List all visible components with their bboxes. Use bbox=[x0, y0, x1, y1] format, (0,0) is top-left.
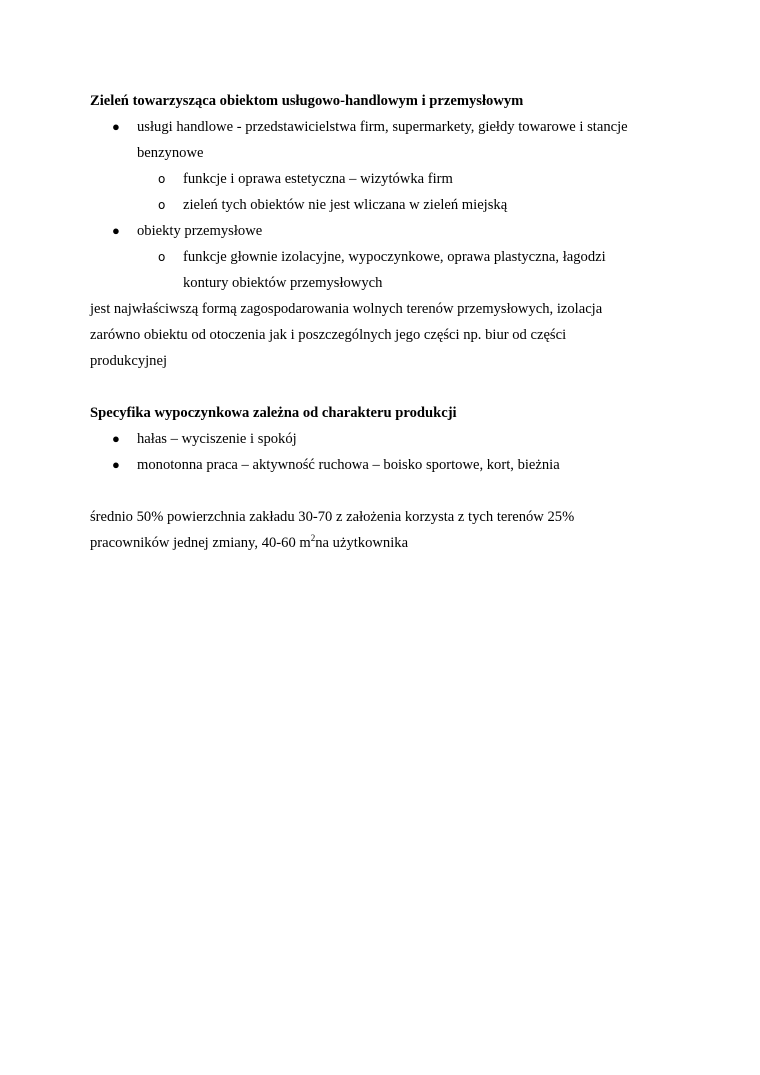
list-item bbox=[90, 452, 680, 478]
list-item-text: usługi handlowe - przedstawicielstwa firm, supermarkety, giełdy towarowe i stancje bbox=[137, 119, 628, 135]
list-item-text: monotonna praca – aktywność ruchowa – boisko sportowe, kort, bieżnia bbox=[137, 457, 560, 473]
paragraph-line: jest najwłaściwszą formą zagospodarowania wolnych terenów przemysłowych, izolacja bbox=[90, 301, 603, 317]
paragraph-text: pracowników jednej zmiany, 40-60 m bbox=[90, 535, 311, 551]
superscript: 2 bbox=[310, 533, 316, 544]
list-item bbox=[90, 114, 680, 140]
bullet-icon: ● bbox=[112, 119, 120, 134]
bullet-icon: ● bbox=[112, 431, 120, 446]
list-item bbox=[90, 426, 680, 452]
section-heading-recreation: Specyfika wypoczynkowa zależna od charakteru produkcji bbox=[90, 405, 457, 421]
paragraph-line: produkcyjnej bbox=[90, 353, 168, 369]
paragraph-text: na użytkownika bbox=[315, 535, 409, 551]
spacer bbox=[90, 478, 680, 504]
sub-list-item-text: funkcje i oprawa estetyczna – wizytówka firm bbox=[183, 171, 453, 187]
sub-list-item-text: zieleń tych obiektów nie jest wliczana w zieleń miejską bbox=[183, 197, 508, 213]
sub-list-item bbox=[90, 244, 680, 270]
list-item-continuation bbox=[90, 140, 680, 166]
list-item-text: hałas – wyciszenie i spokój bbox=[137, 431, 297, 447]
spacer bbox=[90, 374, 680, 400]
sub-list-item-continuation bbox=[90, 270, 680, 296]
sub-list-item-text: funkcje głownie izolacyjne, wypoczynkowe, oprawa plastyczna, łagodzi bbox=[183, 249, 606, 265]
circle-bullet-icon: o bbox=[158, 250, 166, 264]
list-item bbox=[90, 218, 680, 244]
list-item-text: benzynowe bbox=[137, 145, 204, 161]
bullet-icon: ● bbox=[112, 457, 120, 472]
paragraph-line: średnio 50% powierzchnia zakładu 30-70 z założenia korzysta z tych terenów 25% bbox=[90, 509, 575, 525]
paragraph-line bbox=[90, 530, 680, 556]
paragraph-line: zarówno obiektu od otoczenia jak i poszczególnych jego części np. biur od części bbox=[90, 327, 567, 343]
circle-bullet-icon: o bbox=[158, 198, 166, 212]
sub-list-item-text: kontury obiektów przemysłowych bbox=[183, 275, 383, 291]
bullet-icon: ● bbox=[112, 223, 120, 238]
sub-list-item bbox=[90, 192, 680, 218]
circle-bullet-icon: o bbox=[158, 172, 166, 186]
sub-list-item bbox=[90, 166, 680, 192]
section-heading-green-areas: Zieleń towarzysząca obiektom usługowo-handlowym i przemysłowym bbox=[90, 93, 524, 109]
list-item-text: obiekty przemysłowe bbox=[137, 223, 263, 239]
document-page bbox=[90, 88, 680, 556]
